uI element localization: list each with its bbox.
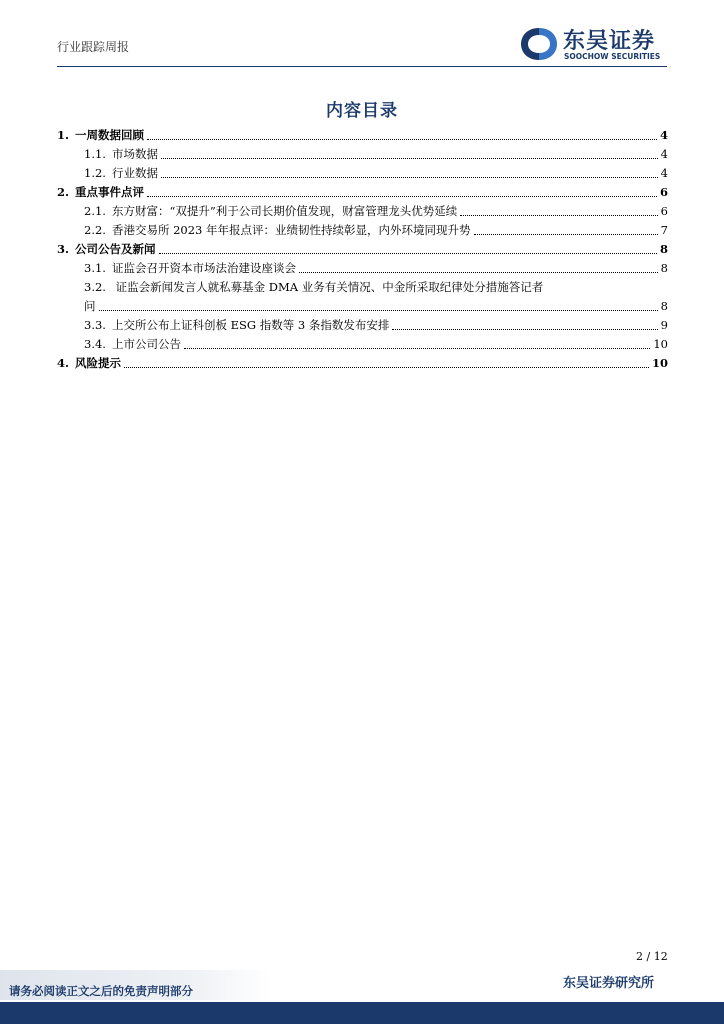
toc-leader-dots: [99, 310, 658, 311]
toc-entry[interactable]: [57, 354, 668, 373]
toc-leader-dots: [124, 367, 649, 368]
toc-entry[interactable]: [57, 259, 668, 278]
toc-entry-number: 2.: [57, 185, 70, 199]
logo-name-cn: 东吴证券: [563, 29, 656, 54]
toc-entry[interactable]: [57, 164, 668, 183]
toc-leader-dots: [161, 177, 658, 178]
toc-entry-number: 2.2.: [84, 223, 106, 237]
logo-mark-icon: [519, 26, 559, 62]
toc-leader-dots: [392, 329, 657, 330]
toc-entry-number: 3.3.: [84, 318, 106, 332]
toc-entry-label: 香港交易所 2023 年年报点评：业绩韧性持续彰显，内外环境同现升势: [111, 223, 471, 237]
toc-entry-number: 3.1.: [84, 261, 106, 275]
toc-entry[interactable]: [57, 335, 668, 354]
toc-entry-label: 上交所公布上证科创板 ESG 指数等 3 条指数发布安排: [111, 318, 390, 332]
toc-entry-page: 10: [651, 356, 668, 370]
toc-entry-number: 3.2.: [84, 280, 106, 294]
header-divider: [57, 66, 667, 67]
toc-leader-dots: [159, 253, 657, 254]
toc-entry-number: 3.4.: [84, 337, 106, 351]
toc-entry-label: 上市公司公告: [111, 337, 181, 351]
page-indicator: 2 / 12: [636, 950, 668, 963]
toc-entry[interactable]: [57, 240, 668, 259]
toc-entry-label: 东方财富：“双提升”利于公司长期价值发现，财富管理龙头优势延续: [111, 204, 458, 218]
toc-entry-label: 风险提示: [75, 356, 122, 370]
toc-entry[interactable]: [57, 316, 668, 335]
toc-entry-label: 证监会召开资本市场法治建设座谈会: [111, 261, 296, 275]
toc-leader-dots: [474, 234, 658, 235]
toc-leader-dots: [460, 215, 657, 216]
toc-leader-dots: [147, 196, 657, 197]
toc-entry-page: 4: [659, 128, 668, 142]
toc-entry-label: 行业数据: [111, 166, 158, 180]
logo-name-en: SOOCHOW SECURITIES: [564, 52, 661, 61]
toc-leader-dots: [147, 139, 657, 140]
toc-entry-label: 证监会新闻发言人就私募基金 DMA 业务有关情况、中金所采取纪律处分措施答记者: [115, 280, 544, 294]
toc-entry-page: 8: [659, 242, 668, 256]
toc-entry-label: 市场数据: [111, 147, 158, 161]
toc-entry-page: 8: [660, 261, 668, 275]
toc-leader-dots: [299, 272, 658, 273]
toc-entry-number: 2.1.: [84, 204, 106, 218]
toc-entry-label: 公司公告及新闻: [75, 242, 156, 256]
toc-entry-page: 4: [660, 147, 668, 161]
logo: [519, 24, 669, 64]
toc-entry-number: 3.: [57, 242, 70, 256]
toc-entry[interactable]: [57, 126, 668, 145]
toc-entry-page: 10: [653, 337, 668, 351]
toc-entry-page: 9: [660, 318, 668, 332]
toc-entry-page: 8: [660, 299, 668, 313]
report-type-label: 行业跟踪周报: [57, 40, 130, 54]
toc-entry-number: 1.: [57, 128, 70, 142]
disclaimer-notice: 请务必阅读正文之后的免责声明部分: [9, 984, 193, 998]
toc-entry-page: 4: [660, 166, 668, 180]
toc-entry-label: 一周数据回顾: [75, 128, 145, 142]
toc-entry[interactable]: [57, 145, 668, 164]
toc-entry[interactable]: [57, 202, 668, 221]
toc-entry-label-continued: 问: [84, 299, 96, 313]
toc-title: 内容目录: [326, 101, 398, 121]
toc-entry[interactable]: [57, 183, 668, 202]
toc-leader-dots: [184, 348, 650, 349]
toc-entry[interactable]: [57, 221, 668, 240]
table-of-contents: [57, 126, 668, 373]
toc-entry-page: 7: [660, 223, 668, 237]
toc-entry-number: 4.: [57, 356, 70, 370]
toc-leader-dots: [161, 158, 658, 159]
toc-entry-label: 重点事件点评: [75, 185, 145, 199]
toc-entry-page: 6: [660, 204, 668, 218]
toc-entry-number: 1.1.: [84, 147, 106, 161]
footer-bar: [0, 1002, 724, 1024]
toc-entry-number: 1.2.: [84, 166, 106, 180]
institute-name: 东吴证券研究所: [563, 976, 655, 991]
toc-entry-page: 6: [659, 185, 668, 199]
toc-entry[interactable]: [57, 278, 668, 316]
